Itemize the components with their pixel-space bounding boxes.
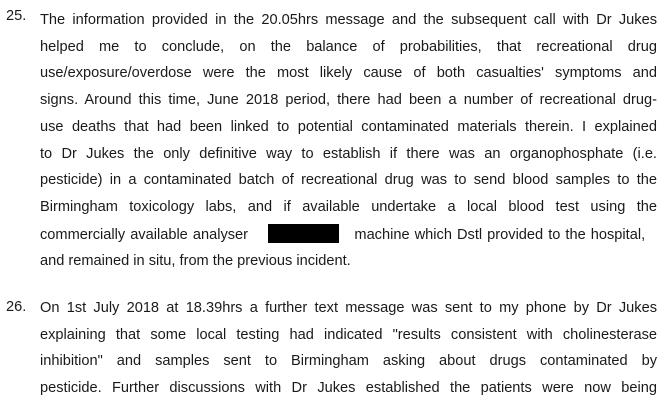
text-line: use/exposure/overdose were the most likely cause of both casualties' symptoms and bbox=[40, 65, 657, 81]
text-line: explaining that some local testing had indicated "results consistent with cholinesterase bbox=[40, 327, 657, 343]
text-fragment: machine which Dstl provided to the hospital, bbox=[354, 227, 646, 243]
paragraph-number: 25. bbox=[6, 8, 27, 24]
paragraph-number: 26. bbox=[6, 299, 27, 315]
text-line: pesticide. Further discussions with Dr Jukes established the patients were now being bbox=[40, 380, 657, 396]
text-line: The information provided in the 20.05hrs message and the subsequent call with Dr Jukes bbox=[40, 12, 657, 28]
text-line: inhibition" and samples sent to Birmingham asking about drugs contaminated by bbox=[40, 353, 657, 369]
text-line: signs. Around this time, June 2018 period, there had been a number of recreational drug- bbox=[40, 92, 657, 108]
text-line: On 1st July 2018 at 18.39hrs a further text message was sent to my phone by Dr Jukes bbox=[40, 300, 657, 316]
redaction-block bbox=[268, 224, 339, 243]
text-line: helped me to conclude, on the balance of probabilities, that recreational drug bbox=[40, 39, 657, 55]
text-fragment: commercially available analyser bbox=[40, 227, 249, 243]
text-line: pesticide) in a contaminated batch of recreational drug was to send blood samples to the bbox=[40, 172, 657, 188]
text-line: to Dr Jukes the only definitive way to establish if there was an organophosphate (i.e. bbox=[40, 146, 657, 162]
text-line-with-redaction bbox=[40, 224, 657, 244]
text-line: and remained in situ, from the previous incident. bbox=[40, 253, 351, 269]
text-line: use deaths that had been linked to potential contaminated materials therein. I explained bbox=[40, 119, 657, 135]
text-line: Birmingham toxicology labs, and if available undertake a local blood test using the bbox=[40, 199, 657, 215]
